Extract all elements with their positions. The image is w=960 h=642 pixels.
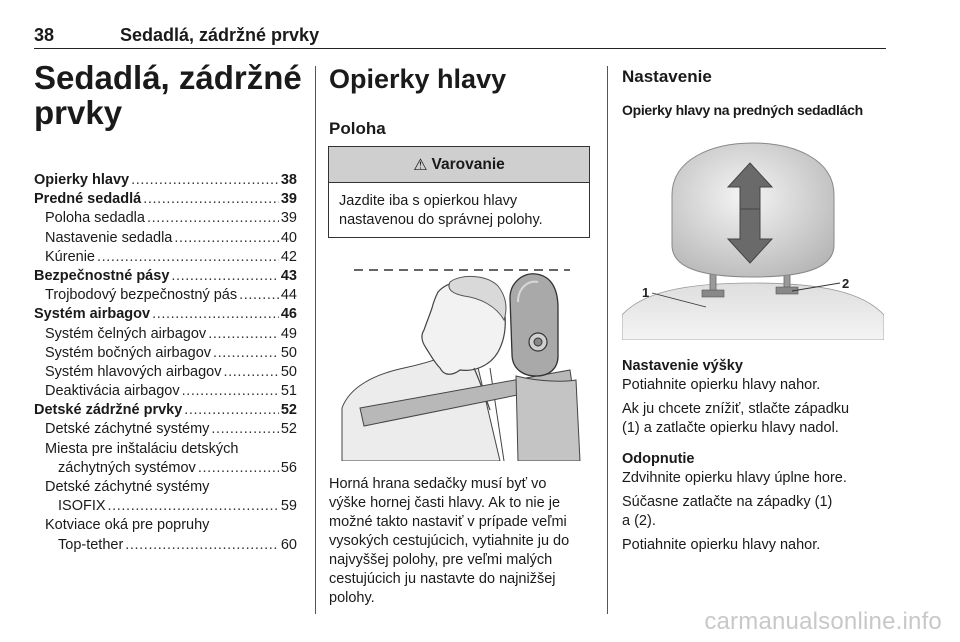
toc-entry-page: 50 xyxy=(280,363,297,380)
toc-entry-label: Bezpečnostné pásy xyxy=(34,267,170,284)
toc-leader-dots xyxy=(182,382,279,401)
toc-entry[interactable] xyxy=(34,420,297,439)
warning-text xyxy=(329,183,589,230)
toc-entry-page: 50 xyxy=(280,344,297,361)
toc-leader-dots xyxy=(174,229,278,248)
callout-2-label: 2 xyxy=(842,276,850,291)
toc-entry-page: 56 xyxy=(280,459,297,476)
toc-entry[interactable] xyxy=(34,190,297,209)
body-text-line: polohy. xyxy=(329,590,375,606)
toc-entry-label: Miesta pre inštaláciu detských xyxy=(45,440,239,457)
toc-entry-label: ISOFIX xyxy=(58,498,106,515)
toc-leader-dots xyxy=(171,267,278,286)
removal-paragraph-2 xyxy=(622,493,886,531)
toc-entry[interactable] xyxy=(34,286,297,305)
body-text-line: Horná hrana sedačky musí byť vo xyxy=(329,476,547,492)
toc-entry[interactable] xyxy=(34,344,297,363)
toc-leader-dots xyxy=(147,209,279,228)
toc-entry-label: Systém hlavových airbagov xyxy=(45,363,222,380)
toc-entry[interactable] xyxy=(34,363,297,382)
headrest-position-illustration xyxy=(340,258,583,461)
toc-leader-dots xyxy=(131,171,279,190)
toc-entry-label: Nastavenie sedadla xyxy=(45,229,173,246)
toc-entry-page: 52 xyxy=(280,402,297,419)
height-paragraph-2 xyxy=(622,400,886,438)
toc-entry-page: 44 xyxy=(280,287,297,304)
toc-entry-page: 40 xyxy=(280,229,297,246)
toc-entry-page: 49 xyxy=(280,325,297,342)
toc-entry[interactable] xyxy=(34,440,297,459)
toc-entry[interactable] xyxy=(34,516,297,535)
toc-entry-label: Poloha sedadla xyxy=(45,210,145,227)
warning-title: Varovanie xyxy=(431,155,505,173)
callout-1-label: 1 xyxy=(642,285,650,300)
toc-entry-label: Opierky hlavy xyxy=(34,172,130,188)
removal-paragraph-2-line: Súčasne zatlačte na západky (1) xyxy=(622,494,833,510)
toc-entry[interactable] xyxy=(34,209,297,228)
toc-leader-dots xyxy=(184,401,279,420)
toc-entry-label: Deaktivácia airbagov xyxy=(45,383,180,400)
body-text-line: výške hornej časti hlavy. Ak to nie je xyxy=(329,495,561,511)
header-title: Sedadlá, zádržné prvky xyxy=(120,25,320,45)
warning-header xyxy=(329,147,589,183)
warning-text-line: nastavenou do správnej polohy. xyxy=(339,212,543,228)
body-text-line: vysokých cestujúcich, vytiahnite ju do xyxy=(329,533,570,549)
page-number: 38 xyxy=(34,25,55,45)
toc-entry[interactable] xyxy=(34,305,297,324)
toc-entry-page: 39 xyxy=(280,191,297,208)
toc-entry-label: Detské záchytné systémy xyxy=(45,479,210,495)
toc-entry[interactable] xyxy=(34,459,297,478)
toc-entry-page: 46 xyxy=(280,306,297,323)
chapter-title xyxy=(34,60,304,130)
toc-entry[interactable] xyxy=(34,478,297,497)
toc-entry-label: Detské zádržné prvky xyxy=(34,402,183,419)
toc-leader-dots xyxy=(108,497,279,516)
toc-entry[interactable] xyxy=(34,267,297,286)
toc-entry[interactable] xyxy=(34,497,297,516)
toc-entry-label: Systém čelných airbagov xyxy=(45,325,207,342)
column-divider-1 xyxy=(315,66,316,614)
warning-triangle-icon: ⚠ xyxy=(413,156,428,174)
watermark: carmanualsonline.info xyxy=(704,608,942,635)
removal-paragraph-2-line: a (2). xyxy=(622,513,656,529)
toc-entry[interactable] xyxy=(34,401,297,420)
toc-entry-label: Systém bočných airbagov xyxy=(45,344,212,361)
toc-entry-label: Kúrenie xyxy=(45,248,95,265)
toc-entry-page: 39 xyxy=(280,210,297,227)
removal-title: Odopnutie xyxy=(622,451,695,467)
body-text-line: cestujúcich ju nastavte do najnižšej xyxy=(329,571,556,587)
height-adjustment-section xyxy=(622,357,886,443)
toc-entry-page: 42 xyxy=(280,248,297,265)
toc-leader-dots xyxy=(211,420,278,439)
toc-entry-page: 38 xyxy=(280,172,297,188)
chapter-title-line-1: Sedadlá, zádržné xyxy=(34,59,302,96)
headrest-adjustment-illustration xyxy=(622,125,884,340)
front-seats-subtitle: Opierky hlavy na predných sedadlách xyxy=(622,102,863,118)
height-paragraph-1: Potiahnite opierku hlavy nahor. xyxy=(622,377,821,393)
removal-paragraph-3: Potiahnite opierku hlavy nahor. xyxy=(622,537,821,553)
section-title: Opierky hlavy xyxy=(329,64,507,94)
toc-leader-dots xyxy=(208,325,279,344)
position-body-text xyxy=(329,475,591,608)
page-header xyxy=(34,22,886,49)
toc-entry[interactable] xyxy=(34,248,297,267)
toc-entry-label: Kotviace oká pre popruhy xyxy=(45,517,210,534)
height-paragraph-2-line: Ak ju chcete znížiť, stlačte západku xyxy=(622,401,850,417)
toc-entry-label: Systém airbagov xyxy=(34,306,151,323)
toc-entry-page: 59 xyxy=(280,498,297,515)
toc-entry-page: 52 xyxy=(280,421,297,438)
column-divider-2 xyxy=(607,66,608,614)
height-adjustment-title: Nastavenie výšky xyxy=(622,358,743,374)
toc-leader-dots xyxy=(152,305,279,324)
toc-entry-page: 51 xyxy=(280,383,297,400)
toc-entry[interactable] xyxy=(34,536,297,555)
toc-leader-dots xyxy=(97,248,279,267)
toc-entry[interactable] xyxy=(34,325,297,344)
toc-entry-label: Predné sedadlá xyxy=(34,191,142,208)
toc-entry-page: 60 xyxy=(280,536,297,553)
toc-leader-dots xyxy=(198,459,279,478)
body-text-line: najvyššej polohy, pre veľmi malých xyxy=(329,552,553,568)
removal-section xyxy=(622,450,886,560)
height-paragraph-2-line: (1) a zatlačte opierku hlavy nadol. xyxy=(622,420,839,436)
toc-entry[interactable] xyxy=(34,229,297,248)
toc-entry-label: záchytných systémov xyxy=(58,459,196,476)
chapter-title-line-2: prvky xyxy=(34,94,123,131)
toc-leader-dots xyxy=(239,286,279,305)
toc-leader-dots xyxy=(143,190,279,209)
toc-entry[interactable] xyxy=(34,171,297,190)
toc-leader-dots xyxy=(125,536,279,555)
toc-entry-label: Trojbodový bezpečnostný pás xyxy=(45,287,238,304)
adjustment-title: Nastavenie xyxy=(622,67,712,86)
toc-entry-page: 43 xyxy=(280,267,297,284)
body-text-line: možné takto nastaviť v prípade veľmi xyxy=(329,514,567,530)
warning-box xyxy=(328,146,590,238)
toc-entry[interactable] xyxy=(34,382,297,401)
table-of-contents xyxy=(34,171,297,555)
toc-entry-label: Top-tether xyxy=(58,536,124,553)
toc-leader-dots xyxy=(213,344,279,363)
warning-text-line: Jazdite iba s opierkou hlavy xyxy=(339,193,518,209)
toc-entry-label: Detské záchytné systémy xyxy=(45,421,210,438)
subsection-title: Poloha xyxy=(329,119,386,138)
toc-leader-dots xyxy=(224,363,279,382)
removal-paragraph-1: Zdvihnite opierku hlavy úplne hore. xyxy=(622,470,847,486)
